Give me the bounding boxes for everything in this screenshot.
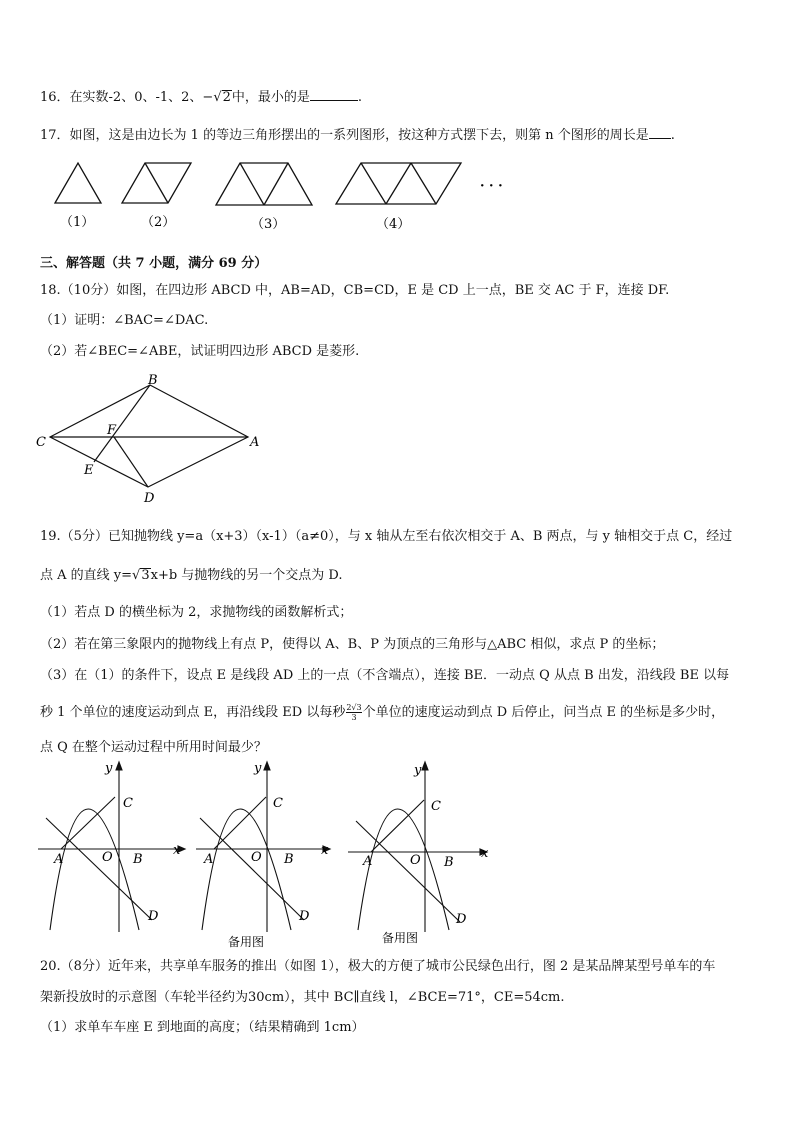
q18-part-1: （1）证明：∠BAC=∠DAC.	[40, 313, 209, 328]
q19-part-3-line-1: （3）在（1）的条件下，设点 E 是线段 AD 上的一点（不含端点），连接 BE．一动点 Q 从点 B 出发，沿线段 BE 以每	[40, 668, 730, 683]
q16-radicand: 2	[222, 90, 231, 105]
q18-part-2: （2）若∠BEC=∠ABE，试证明四边形 ABCD 是菱形.	[40, 344, 360, 359]
label-c: C	[36, 435, 46, 450]
q20-part-1: （1）求单车车座 E 到地面的高度；（结果精确到 1cm）	[40, 1020, 365, 1035]
figure-2-inner-edge	[145, 163, 168, 203]
label-b: B	[133, 852, 143, 867]
figure-4-inner-edge	[386, 163, 411, 204]
sqrt-symbol: √	[132, 568, 141, 583]
y-axis-label: y	[414, 763, 422, 778]
parabola-graph-2	[188, 760, 348, 955]
parabola	[358, 809, 449, 930]
q20-stem-2: 架新投放时的示意图（车轮半径约为30cm），其中 BC∥直线 l，∠BCE=71°，CE=54cm.	[40, 990, 565, 1005]
y-axis-label: y	[254, 761, 262, 776]
q16-text-after: 中，最小的是	[231, 90, 310, 105]
q19-part-3-line-3: 点 Q 在整个运动过程中所用时间最少？	[40, 740, 267, 755]
q17-text: 17．如图，这是由边长为 1 的等边三角形摆出的一系列图形，按这种方式摆下去，则第 n 个图形的周长是	[40, 128, 649, 143]
q19-p3-2a: 秒 1 个单位的速度运动到点 E，再沿线段 ED 以每秒	[40, 705, 346, 720]
q19-part-1: （1）若点 D 的横坐标为 2，求抛物线的函数解析式；	[40, 605, 353, 620]
label-o: O	[410, 853, 421, 868]
segment-be	[94, 385, 150, 462]
label-c: C	[431, 799, 441, 814]
question-17	[40, 126, 764, 145]
parabola-graph-1	[28, 760, 188, 935]
quadrilateral-abcd	[50, 385, 248, 487]
ellipsis: · · ·	[480, 179, 503, 194]
q18-figure	[0, 370, 300, 510]
q19-part-3-line-2	[40, 703, 764, 722]
line-ad	[356, 821, 460, 922]
fraction-denominator: 3	[351, 713, 357, 722]
answer-blank	[310, 88, 358, 101]
q19-stem-2	[40, 567, 764, 585]
triangle-figures	[0, 150, 794, 240]
x-axis-label: x	[481, 846, 489, 861]
q19-radicand: 3	[141, 568, 150, 583]
label-a: A	[54, 852, 64, 867]
label-a: A	[250, 435, 260, 450]
label-a: A	[204, 852, 214, 867]
section-3-title: 三、解答题（共 7 小题，满分 69 分）	[40, 256, 268, 271]
section-title	[40, 255, 764, 273]
q16-neg-sign: −	[202, 90, 214, 105]
figure-3-inner-edge	[240, 163, 264, 205]
label-o: O	[251, 850, 262, 865]
figure-label-4: （4）	[376, 217, 411, 232]
y-axis-label: y	[105, 761, 113, 776]
parabola	[202, 809, 291, 930]
q20-stem-1: 20.（8分）近年来，共享单车服务的推出（如图 1），极大的方便了城市公民绿色出行，图 2 是某品牌某型号单车的车	[40, 959, 716, 974]
fraction	[346, 703, 361, 722]
figure-4-inner-edge	[361, 163, 386, 204]
fraction-numerator: 2√3	[346, 703, 362, 712]
label-a: A	[363, 854, 373, 869]
label-e: E	[84, 463, 94, 478]
x-axis-label: x	[173, 843, 181, 858]
segment-ac	[214, 797, 266, 849]
line-ad	[200, 818, 304, 920]
q16-text: 16．在实数-2、0、-1、2、	[40, 90, 203, 105]
line-ad	[46, 818, 152, 920]
figure-3-inner-edge	[264, 163, 288, 205]
q19-stem-2b: x+b 与抛物线的另一个交点为 D.	[150, 568, 343, 583]
parabola	[50, 809, 139, 930]
figure-label-2: （2）	[141, 215, 176, 230]
question-16	[40, 88, 764, 107]
parabola-graph-3	[346, 760, 506, 950]
q19-p3-2b: 个单位的速度运动到点 D 后停止，问当点 E 的坐标是多少时，	[362, 705, 725, 720]
graph-caption: 备用图	[382, 931, 419, 945]
segment-ac	[61, 797, 115, 849]
figure-3	[216, 163, 312, 205]
figure-1	[55, 163, 101, 203]
figure-label-3: （3）	[251, 217, 286, 232]
label-d: D	[144, 491, 155, 506]
q16-end: .	[357, 90, 363, 105]
answer-blank	[649, 126, 671, 139]
label-c: C	[273, 796, 283, 811]
label-b: B	[148, 373, 158, 388]
label-o: O	[102, 850, 113, 865]
graph-caption: 备用图	[228, 935, 265, 949]
figure-4-inner-edge	[411, 163, 436, 204]
label-b: B	[444, 855, 454, 870]
figure-label-1: （1）	[60, 215, 95, 230]
label-b: B	[284, 852, 294, 867]
segment-df	[114, 437, 148, 487]
q17-end: .	[670, 128, 675, 143]
x-axis-label: x	[321, 843, 329, 858]
q19-stem-2a: 点 A 的直线 y=	[40, 568, 133, 583]
sqrt-symbol: √	[213, 90, 222, 105]
label-c: C	[123, 796, 133, 811]
label-d: D	[299, 909, 310, 924]
label-f: F	[107, 423, 117, 438]
q18-stem: 18.（10分）如图，在四边形 ABCD 中，AB=AD，CB=CD，E 是 CD 上一点，BE 交 AC 于 F，连接 DF.	[40, 283, 670, 298]
label-d: D	[148, 909, 159, 924]
q19-part-2: （2）若在第三象限内的抛物线上有点 P，使得以 A、B、P 为顶点的三角形与△ABC 相似，求点 P 的坐标；	[40, 637, 665, 652]
q19-stem-1: 19.（5分）已知抛物线 y=a（x+3）（x-1）（a≠0），与 x 轴从左至右依次相交于 A、B 两点，与 y 轴相交于点 C，经过	[40, 529, 733, 544]
label-d: D	[456, 912, 467, 927]
